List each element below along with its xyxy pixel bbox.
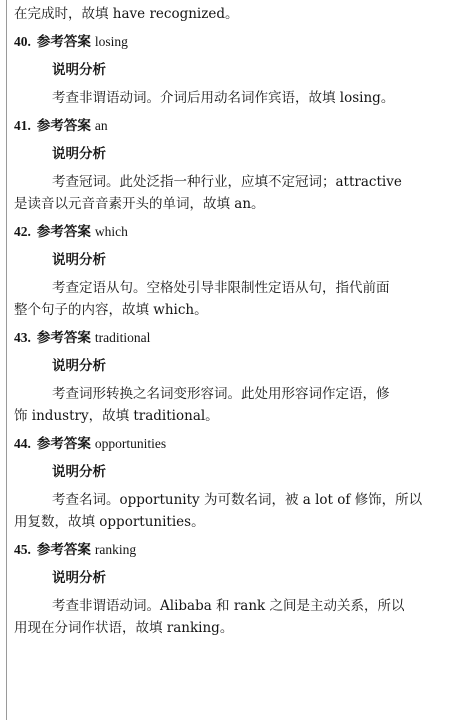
answer-item-40 <box>14 34 454 106</box>
item-heading <box>14 118 454 134</box>
reference-answer-label: 参考答案 <box>36 224 91 240</box>
answer-item-41 <box>14 118 454 212</box>
answer-item-45 <box>14 542 454 636</box>
explanation-line: 用现在分词作状语，故填 ranking。 <box>14 620 234 636</box>
answer-word: opportunities <box>94 436 167 451</box>
reference-answer-label: 参考答案 <box>36 542 91 558</box>
explanation <box>14 492 454 530</box>
answer-item-42 <box>14 224 454 318</box>
answer-item-43 <box>14 330 454 424</box>
answer-key-content <box>14 6 454 648</box>
explanation-line: 用复数，故填 opportunities。 <box>14 514 205 530</box>
item-number: 44. <box>14 436 31 451</box>
answer-item-44 <box>14 436 454 530</box>
analysis-label: 说明分析 <box>52 464 106 480</box>
reference-answer-label: 参考答案 <box>36 436 91 452</box>
analysis-label: 说明分析 <box>52 570 106 586</box>
analysis-label: 说明分析 <box>52 146 106 162</box>
answer-word: an <box>94 118 108 133</box>
answer-word: which <box>94 224 128 239</box>
explanation-line: 考查非谓语动词。Alibaba 和 rank 之间是主动关系，所以 <box>52 598 405 614</box>
explanation-line: 考查冠词。此处泛指一种行业，应填不定冠词；attractive <box>52 174 402 190</box>
reference-answer-label: 参考答案 <box>36 330 91 346</box>
item-number: 42. <box>14 224 31 239</box>
item-heading <box>14 224 454 240</box>
explanation <box>14 174 454 212</box>
item-heading <box>14 436 454 452</box>
reference-answer-label: 参考答案 <box>36 118 91 134</box>
explanation-line: 考查非谓语动词。介词后用动名词作宾语，故填 losing。 <box>52 90 395 106</box>
explanation-line: 整个句子的内容，故填 which。 <box>14 302 208 318</box>
explanation-line: 是读音以元音音素开头的单词，故填 an。 <box>14 196 265 212</box>
explanation <box>14 280 454 318</box>
intro-line: 在完成时，故填 have recognized。 <box>14 6 239 22</box>
analysis-label: 说明分析 <box>52 358 106 374</box>
answer-word: losing <box>94 34 128 49</box>
item-number: 40. <box>14 34 31 49</box>
answer-word: ranking <box>94 542 137 557</box>
explanation-line: 饰 industry，故填 traditional。 <box>14 408 219 424</box>
item-heading <box>14 542 454 558</box>
item-number: 41. <box>14 118 31 133</box>
left-margin-rule <box>6 0 7 720</box>
item-number: 45. <box>14 542 31 557</box>
explanation <box>14 386 454 424</box>
analysis-label: 说明分析 <box>52 62 106 78</box>
item-heading <box>14 34 454 50</box>
item-number: 43. <box>14 330 31 345</box>
explanation <box>14 598 454 636</box>
analysis-label: 说明分析 <box>52 252 106 268</box>
explanation <box>14 90 454 106</box>
item-heading <box>14 330 454 346</box>
explanation-line: 考查名词。opportunity 为可数名词，被 a lot of 修饰，所以 <box>52 492 423 508</box>
reference-answer-label: 参考答案 <box>36 34 91 50</box>
explanation-line: 考查词形转换之名词变形容词。此处用形容词作定语，修 <box>52 386 390 402</box>
explanation-line: 考查定语从句。空格处引导非限制性定语从句，指代前面 <box>52 280 390 296</box>
answer-word: traditional <box>94 330 151 345</box>
